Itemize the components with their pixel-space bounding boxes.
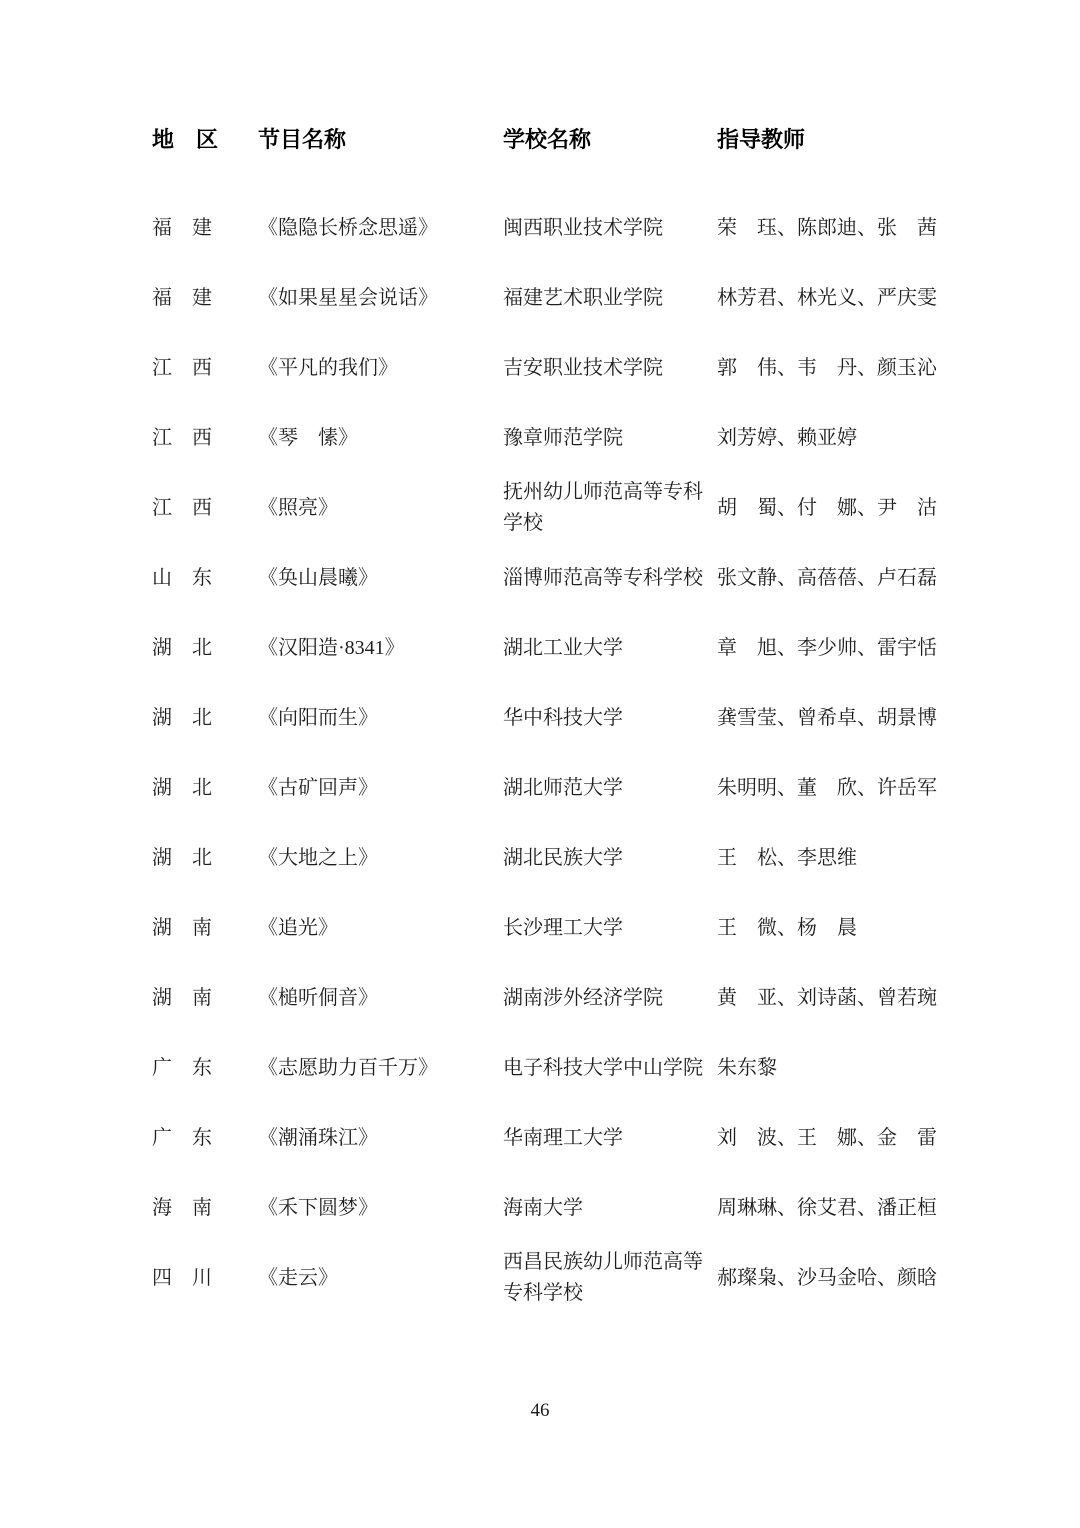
- region-cell: 湖 南: [152, 986, 212, 1009]
- program-cell: 《走云》: [258, 1266, 338, 1289]
- region-cell: 四 川: [152, 1266, 212, 1289]
- teachers-cell: 黄 亚、刘诗菡、曾若琬: [717, 986, 937, 1009]
- region-cell: 湖 北: [152, 636, 212, 659]
- teachers-cell: 林芳君、林光义、严庆雯: [717, 286, 937, 309]
- table-row: [152, 1033, 944, 1103]
- school-cell: 淄博师范高等专科学校: [503, 566, 703, 589]
- school-cell: 闽西职业技术学院: [503, 216, 663, 239]
- region-cell: 福 建: [152, 216, 212, 239]
- table-row: [152, 753, 944, 823]
- table-row: [152, 683, 944, 753]
- teachers-cell: 郭 伟、韦 丹、颜玉沁: [717, 356, 937, 379]
- school-cell: 华南理工大学: [503, 1126, 623, 1149]
- teachers-cell: 周琳琳、徐艾君、潘正桓: [717, 1196, 937, 1219]
- teachers-cell: 龚雪莹、曾希卓、胡景博: [717, 706, 937, 729]
- program-cell: 《志愿助力百千万》: [258, 1056, 438, 1079]
- program-cell: 《隐隐长桥念思遥》: [258, 216, 438, 239]
- school-cell: 西昌民族幼儿师范高等专科学校: [503, 1251, 703, 1304]
- program-cell: 《琴 愫》: [258, 426, 358, 449]
- region-cell: 湖 北: [152, 706, 212, 729]
- region-cell: 广 东: [152, 1126, 212, 1149]
- teachers-cell: 刘 波、王 娜、金 雷: [717, 1126, 937, 1149]
- program-cell: 《禾下圆梦》: [258, 1196, 378, 1219]
- program-cell: 《汉阳造·8341》: [258, 636, 405, 659]
- page-number: 46: [530, 1400, 550, 1421]
- region-cell: 福 建: [152, 286, 212, 309]
- teachers-cell: 朱明明、董 欣、许岳军: [717, 776, 937, 799]
- school-cell: 豫章师范学院: [503, 426, 623, 449]
- teachers-cell: 王 微、杨 晨: [717, 916, 857, 939]
- table-row: [152, 1243, 944, 1313]
- teachers-cell: 张文静、高蓓蓓、卢石磊: [717, 566, 937, 589]
- teachers-cell: 章 旭、李少帅、雷宇恬: [717, 636, 937, 659]
- table-row: [152, 963, 944, 1033]
- program-cell: 《如果星星会说话》: [258, 286, 438, 309]
- teachers-cell: 胡 蜀、付 娜、尹 沽: [717, 496, 937, 519]
- header-teachers: 指导教师: [717, 127, 806, 152]
- school-cell: 吉安职业技术学院: [503, 356, 663, 379]
- school-cell: 华中科技大学: [503, 706, 623, 729]
- table-row: [152, 193, 944, 263]
- teachers-cell: 朱东黎: [717, 1056, 777, 1079]
- program-cell: 《照亮》: [258, 496, 338, 519]
- table-row: [152, 893, 944, 963]
- table-row: [152, 823, 944, 893]
- header-region: 地 区: [152, 127, 219, 152]
- region-cell: 湖 北: [152, 776, 212, 799]
- table-row: [152, 263, 944, 333]
- header-gap: [152, 176, 944, 193]
- school-cell: 电子科技大学中山学院: [503, 1056, 703, 1079]
- table-row: [152, 333, 944, 403]
- region-cell: 湖 北: [152, 846, 212, 869]
- program-cell: 《奂山晨曦》: [258, 566, 378, 589]
- program-cell: 《大地之上》: [258, 846, 378, 869]
- program-cell: 《潮涌珠江》: [258, 1126, 378, 1149]
- table-row: [152, 613, 944, 683]
- region-cell: 江 西: [152, 356, 212, 379]
- school-cell: 湖南涉外经济学院: [503, 986, 663, 1009]
- school-cell: 福建艺术职业学院: [503, 286, 663, 309]
- program-cell: 《古矿回声》: [258, 776, 378, 799]
- school-cell: 湖北民族大学: [503, 846, 623, 869]
- table-row: [152, 1173, 944, 1243]
- school-cell: 抚州幼儿师范高等专科学校: [503, 481, 703, 534]
- region-cell: 江 西: [152, 426, 212, 449]
- table-header-row: [152, 104, 944, 176]
- school-cell: 湖北师范大学: [503, 776, 623, 799]
- table-row: [152, 403, 944, 473]
- region-cell: 湖 南: [152, 916, 212, 939]
- table-body: [152, 193, 944, 1313]
- table-row: [152, 543, 944, 613]
- program-cell: 《槌听侗音》: [258, 986, 378, 1009]
- program-cell: 《向阳而生》: [258, 706, 378, 729]
- region-cell: 海 南: [152, 1196, 212, 1219]
- header-program: 节目名称: [258, 127, 347, 152]
- table-row: [152, 1103, 944, 1173]
- teachers-cell: 王 松、李思维: [717, 846, 857, 869]
- table-row: [152, 473, 944, 543]
- teachers-cell: 郝璨枭、沙马金哈、颜晗: [717, 1266, 937, 1289]
- school-cell: 海南大学: [503, 1196, 583, 1219]
- school-cell: 湖北工业大学: [503, 636, 623, 659]
- school-cell: 长沙理工大学: [503, 916, 623, 939]
- program-cell: 《平凡的我们》: [258, 356, 398, 379]
- region-cell: 广 东: [152, 1056, 212, 1079]
- header-school: 学校名称: [503, 127, 592, 152]
- teachers-cell: 刘芳婷、赖亚婷: [717, 426, 857, 449]
- region-cell: 山 东: [152, 566, 212, 589]
- program-cell: 《追光》: [258, 916, 338, 939]
- teachers-cell: 荣 珏、陈郎迪、张 茜: [717, 216, 937, 239]
- awards-table: [152, 104, 944, 1313]
- region-cell: 江 西: [152, 496, 212, 519]
